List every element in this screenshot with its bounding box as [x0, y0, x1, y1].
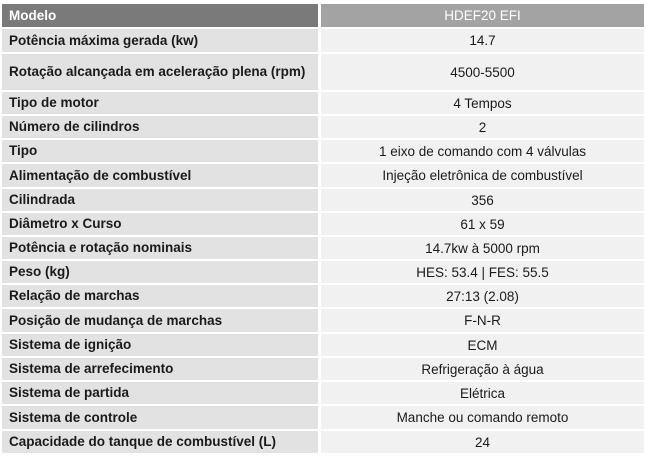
table-row — [2, 213, 644, 235]
row-label: Posição de mudança de marchas — [2, 309, 318, 332]
row-value: 27:13 (2.08) — [321, 285, 644, 307]
table-row — [2, 406, 644, 429]
row-label: Sistema de partida — [2, 382, 318, 404]
table-row — [2, 261, 644, 283]
row-label: Número de cilindros — [2, 116, 318, 138]
table-row — [2, 334, 644, 356]
row-value: 61 x 59 — [321, 213, 644, 235]
table-row — [2, 29, 644, 52]
row-value: 14.7 — [321, 29, 644, 52]
spec-table — [2, 4, 644, 455]
row-value: 4 Tempos — [321, 92, 644, 114]
row-label: Diâmetro x Curso — [2, 213, 318, 235]
row-value: HES: 53.4 | FES: 55.5 — [321, 261, 644, 283]
row-value: 24 — [321, 431, 644, 453]
row-value: ECM — [321, 334, 644, 356]
row-value: 1 eixo de comando com 4 válvulas — [321, 140, 644, 162]
table-row — [2, 358, 644, 380]
row-label: Sistema de controle — [2, 406, 318, 429]
row-label: Potência máxima gerada (kw) — [2, 29, 318, 52]
table-row — [2, 431, 644, 453]
row-value: 356 — [321, 189, 644, 211]
table-row — [2, 140, 644, 162]
row-label: Alimentação de combustível — [2, 164, 318, 187]
table-row — [2, 92, 644, 114]
table-row — [2, 164, 644, 187]
header-value-cell: HDEF20 EFI — [321, 4, 644, 27]
row-label: Capacidade do tanque de combustível (L) — [2, 431, 318, 453]
table-row — [2, 54, 644, 90]
row-label: Tipo de motor — [2, 92, 318, 114]
row-label: Tipo — [2, 140, 318, 162]
table-row — [2, 116, 644, 138]
row-value: Refrigeração à água — [321, 358, 644, 380]
table-row — [2, 237, 644, 259]
row-value: 4500-5500 — [321, 54, 644, 90]
row-value: F-N-R — [321, 309, 644, 332]
row-label: Sistema de arrefecimento — [2, 358, 318, 380]
row-value: Injeção eletrônica de combustível — [321, 164, 644, 187]
row-value: 2 — [321, 116, 644, 138]
row-label: Rotação alcançada em aceleração plena (rpm) — [2, 54, 318, 90]
table-header-row — [2, 4, 644, 27]
table-row — [2, 382, 644, 404]
row-label: Peso (kg) — [2, 261, 318, 283]
table-row — [2, 189, 644, 211]
header-label-cell: Modelo — [2, 4, 318, 27]
row-label: Relação de marchas — [2, 285, 318, 307]
row-label: Potência e rotação nominais — [2, 237, 318, 259]
row-label: Cilindrada — [2, 189, 318, 211]
row-value: 14.7kw à 5000 rpm — [321, 237, 644, 259]
row-value: Elétrica — [321, 382, 644, 404]
row-value: Manche ou comando remoto — [321, 406, 644, 429]
row-label: Sistema de ignição — [2, 334, 318, 356]
table-row — [2, 285, 644, 307]
table-row — [2, 309, 644, 332]
